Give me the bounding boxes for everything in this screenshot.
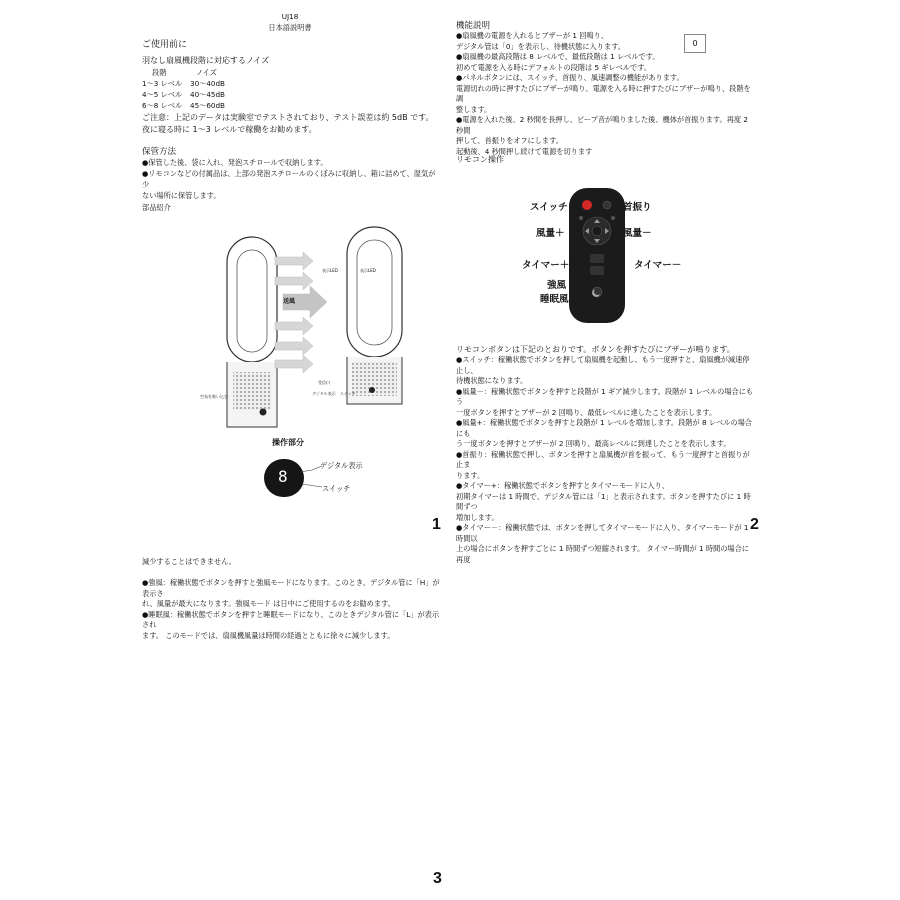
document-title: 日本語説明書 [268, 23, 312, 32]
airflow-arrows [275, 252, 327, 373]
air-intake-label: 空気を吸い込む [200, 394, 228, 399]
storage-title: 保管方法 [142, 147, 177, 157]
remote-line: ●タイマー－：稼働状態では、ボタンを押してタイマーモードに入り、タイマーモードが 1 時間以 [456, 523, 749, 543]
remote-label-sleep: 睡眠風 [540, 294, 569, 305]
page-number: 1 [432, 516, 441, 533]
spacer [142, 568, 442, 579]
storage-block [142, 157, 440, 201]
indicator-box: 0 [684, 34, 706, 53]
function-line: 電源切れの時に押すたびにブザーが鳴り、電源を入る時に押すたびにブザーが鳴り、段階を調 [456, 83, 751, 103]
noise-header-noise: ノイズ [196, 68, 217, 77]
remote-line: ●スイッチ：稼働状態でボタンを押して扇風機を起動し、もう一度押すと、扇風機が減速停止し、 [456, 355, 750, 375]
remote-label-timer-down: タイマー－ [634, 260, 682, 271]
noise-row-value: 40～45dB [190, 90, 225, 99]
display-led-label: 表示LED [322, 268, 338, 273]
remote-line: う一度ボタンを押すとブザーが 2 回鳴り、最高レベルに到達したことを表示します。 [456, 439, 731, 448]
remote-label-swing: 首振り [623, 202, 652, 213]
note-block [142, 112, 440, 136]
power-button [582, 200, 592, 210]
function-lines [456, 31, 756, 157]
display-led-label: 表示LED [360, 268, 376, 273]
function-line: 初めて電源を入る時にデフォルトの段階は 5 ギレベルです。 [456, 62, 652, 72]
function-line: 押して、首振りをオフにします。 [456, 136, 563, 145]
remote-line: 初期タイマーは 1 時間で、デジタル管には「1」と表示されます。ボタンを押すたびに 1 時間ずつ [456, 491, 751, 511]
remote-receiver-label: 受信口 [318, 380, 330, 385]
model-number: UJ18 [281, 12, 299, 21]
remote-line: 一度ボタンを押すとブザーが 2 回鳴り、最低レベルに達したことを表示します。 [456, 407, 717, 417]
noise-row-level: 1～3 レベル [142, 79, 183, 88]
remote-label-fan-down: 風量－ [623, 228, 652, 239]
noise-row-level: 6～8 レベル [142, 101, 183, 110]
remote-line: 上の場合にボタンを押すごとに 1 時間ずつ短縮されます。 タイマー時間が 1 時間の場合に再度 [456, 544, 749, 564]
noise-row-level: 4～5 レベル [142, 90, 183, 99]
control-title: 操作部分 [272, 438, 304, 447]
storage-line: ●保管した後、袋に入れ、発泡スチロールで収納します。 [142, 158, 328, 167]
switch-label: スイッチ [322, 484, 351, 493]
remote-line: ●風量－：稼働状態でボタンを押すと段階が 1 ギア減少します。段階が 1 レベルの場合にもう [456, 386, 754, 406]
page-number: 2 [750, 516, 759, 533]
page3-lines [142, 557, 442, 641]
remote-lines [456, 355, 756, 565]
page-number: 3 [433, 870, 442, 887]
remote-intro: リモコンボタンは下記のとおりです。ボタンを押すたびにブザーが鳴ります。 [456, 345, 735, 354]
page3-line: ます。 このモードでは、扇風機風量は時間の経過とともに徐々に減少します。 [142, 630, 395, 640]
remote-line: ●風量+：稼働状態でボタンを押すと段階が 1 レベルを増加します。段階が 8 レベルの場合にも [456, 418, 752, 438]
noise-row-value: 45～60dB [190, 101, 225, 110]
page3-line: れ、風量が最大になります。強風モード は日中にご使用するのをお勧めます。 [142, 599, 395, 608]
function-line: 起動後、4 秒間押し続けて電源を切ります [456, 146, 593, 156]
digital-display-label: デジタル表示 [320, 461, 363, 470]
airflow-label: 送風 [283, 298, 296, 305]
function-line: デジタル管は「0」を表示し、待機状態に入ります。 [456, 41, 625, 51]
function-line: ●電源を入れた後、2 秒間を長押し、ビープ音が鳴りました後、機体が首振ります。再度 2 秒間 [456, 115, 748, 135]
note-line: ご注意：上記のデータは実験室でテストされており、テスト誤差は約 5dB です。 [142, 113, 434, 122]
function-line: ●扇風機の最高段階は 8 レベルで、最低段階は 1 レベルです。 [456, 52, 660, 61]
parts-title: 部品紹介 [142, 203, 171, 212]
page3-line: ●強風：稼働状態でボタンを押すと強風モードになります。このとき、デジタル管に「H」が表示さ [142, 578, 440, 598]
remote-line: ●首振り：稼働状態で押し、ボタンを押すと扇風機が首を振って、もう一度押すと首振りが止ま [456, 449, 750, 469]
page3-line: 減少することはできません。 [142, 557, 236, 566]
remote-title: リモコン操作 [456, 155, 504, 164]
page3-line: ●睡眠風：稼働状態でボタンを押すと睡眠モードになり、このときデジタル管に「L」が表示され [142, 609, 440, 629]
noise-header-level: 段階 [152, 68, 167, 77]
function-line: ●扇風機の電源を入れるとブザーが 1 回鳴り、 [456, 31, 608, 40]
remote-control-illustration [567, 186, 627, 326]
note-line: 夜に寝る時に 1～3 レベルで稼働をお勧めます。 [142, 125, 317, 134]
fan-parts-diagram [195, 222, 435, 432]
function-line: ●パネルボタンには、スイッチ、首振り、風速調整の機能があります。 [456, 73, 684, 82]
remote-label-strong: 強風 [547, 280, 567, 291]
remote-label-switch: スイッチ [530, 202, 568, 213]
remote-line: ります。 [456, 470, 485, 480]
noise-row-value: 30～40dB [190, 79, 225, 88]
digital-switch-label: デジタル表示 スイッチ [312, 391, 356, 396]
fan-front-illustration [227, 237, 277, 427]
storage-line: ●リモコンなどの付属品は、上部の発泡スチロールのくぼみに収納し、箱に詰めて、湿気が少 [142, 169, 436, 189]
section-before-use: ご使用前に [142, 40, 188, 50]
remote-line: 待機状態になります。 [456, 376, 528, 385]
remote-label-fan-up: 風量＋ [536, 228, 565, 239]
function-line: 整します。 [456, 104, 492, 114]
remote-line: 増加します。 [456, 512, 499, 522]
function-title: 機能説明 [456, 21, 491, 31]
fan-side-illustration [347, 227, 402, 404]
remote-label-timer-up: タイマー＋ [522, 260, 570, 271]
noise-title: 羽なし扇風機段階に対応するノイズ [142, 56, 270, 65]
digital-display: 8 [278, 467, 288, 486]
storage-line: ない場所に保管します。 [142, 191, 221, 200]
remote-line: ●タイマー+：稼働状態でボタンを押すとタイマーモードに入り、 [456, 481, 669, 490]
